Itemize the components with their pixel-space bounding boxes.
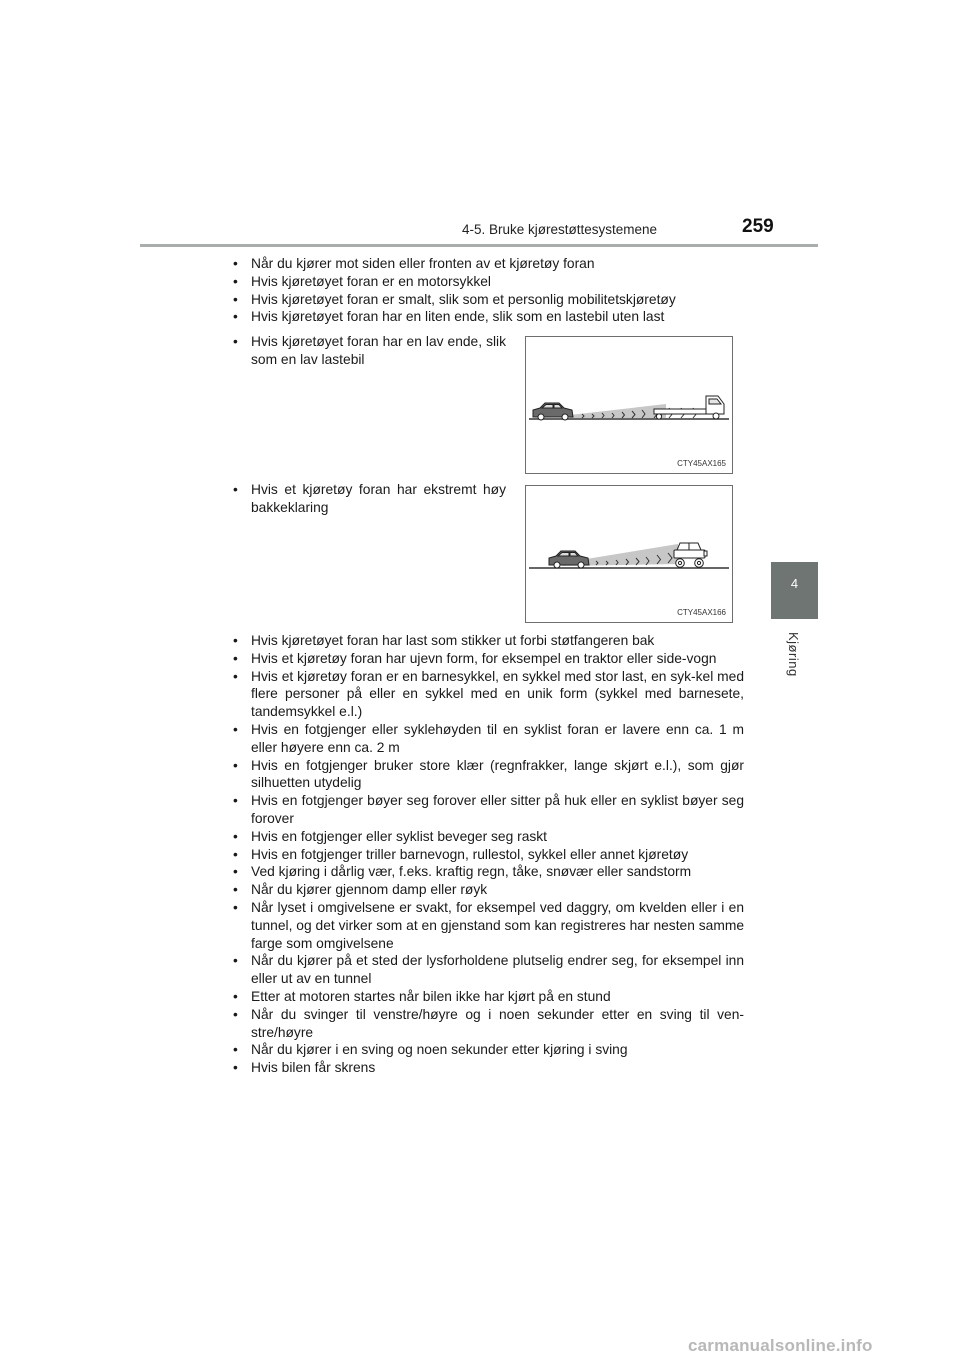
figure-code: CTY45AX166 xyxy=(677,608,726,617)
list-item: • Hvis bilen får skrens xyxy=(228,1059,744,1077)
low-truck-illustration xyxy=(526,337,732,473)
list-item: • Hvis en fotgjenger bøyer seg forover eller sitter på huk eller en syklist bøyer seg forover xyxy=(228,792,744,828)
list-item: • Hvis kjøretøyet foran er smalt, slik som et personlig mobilitetskjøretøy xyxy=(228,291,744,309)
car-icon xyxy=(533,403,573,420)
list-item: • Når lyset i omgivelsene er svakt, for eksempel ved daggry, om kvelden eller i en tunnel, og det virker som at en gjenstand som kan registreres har nesten samme farge som omgivelsene xyxy=(228,899,744,952)
bullet-list-top xyxy=(228,255,744,326)
list-item: • Når du kjører mot siden eller fronten av et kjøretøy foran xyxy=(228,255,744,273)
list-item: • Hvis kjøretøyet foran er en motorsykkel xyxy=(228,273,744,291)
list-item: • Hvis en fotgjenger triller barnevogn, rullestol, sykkel eller annet kjøretøy xyxy=(228,846,744,864)
header-section-title: 4-5. Bruke kjørestøttesystemene xyxy=(462,222,658,237)
list-item: • Etter at motoren startes når bilen ikke har kjørt på en stund xyxy=(228,988,744,1006)
chapter-tab-number: 4 xyxy=(790,576,799,591)
bullet-list-figure-1 xyxy=(228,333,506,369)
chapter-tab-label: Kjøring xyxy=(786,632,801,677)
list-item: • Når du svinger til venstre/høyre og i noen sekunder etter en sving til ven-stre/høyre xyxy=(228,1006,744,1042)
high-clearance-suv-illustration xyxy=(526,486,732,622)
bullet-list-figure-2 xyxy=(228,481,506,517)
list-item: • Hvis kjøretøyet foran har en lav ende, slik som en lav lastebil xyxy=(228,333,506,369)
suv-icon xyxy=(674,543,707,567)
list-item: • Hvis kjøretøyet foran har en liten ende, slik som en lastebil uten last xyxy=(228,308,744,326)
page-number: 259 xyxy=(742,216,774,237)
car-icon xyxy=(549,551,589,568)
list-item: • Hvis et kjøretøy foran er en barnesykkel, en sykkel med stor last, en syk-kel med flere personer på eller en sykkel med en unik form (sykkel med barnesete, tandemsykkel e.l.) xyxy=(228,668,744,721)
figure-high-clearance xyxy=(525,485,733,623)
watermark: carmanualsonline.info xyxy=(688,1336,873,1355)
header-divider xyxy=(140,244,818,247)
figure-low-truck xyxy=(525,336,733,474)
list-item: • Hvis en fotgjenger eller syklist beveger seg raskt xyxy=(228,828,744,846)
list-item: • Hvis et kjøretøy foran har ekstremt høy bakkeklaring xyxy=(228,481,506,517)
figure-code: CTY45AX165 xyxy=(677,459,726,468)
list-item: • Når du kjører gjennom damp eller røyk xyxy=(228,881,744,899)
list-item: • Hvis en fotgjenger eller syklehøyden til en syklist foran er lavere enn ca. 1 m eller høyere enn ca. 2 m xyxy=(228,721,744,757)
list-item: • Hvis en fotgjenger bruker store klær (regnfrakker, lange skjørt e.l.), som gjør silhuetten utydelig xyxy=(228,757,744,793)
list-item: • Ved kjøring i dårlig vær, f.eks. kraftig regn, tåke, snøvær eller sandstorm xyxy=(228,863,744,881)
list-item: • Når du kjører i en sving og noen sekunder etter kjøring i sving xyxy=(228,1041,744,1059)
list-item: • Hvis et kjøretøy foran har ujevn form, for eksempel en traktor eller side-vogn xyxy=(228,650,744,668)
list-item: • Når du kjører på et sted der lysforholdene plutselig endrer seg, for eksempel inn eller ut av en tunnel xyxy=(228,952,744,988)
list-item: • Hvis kjøretøyet foran har last som stikker ut forbi støtfangeren bak xyxy=(228,632,744,650)
bullet-list-bottom xyxy=(228,632,744,1077)
